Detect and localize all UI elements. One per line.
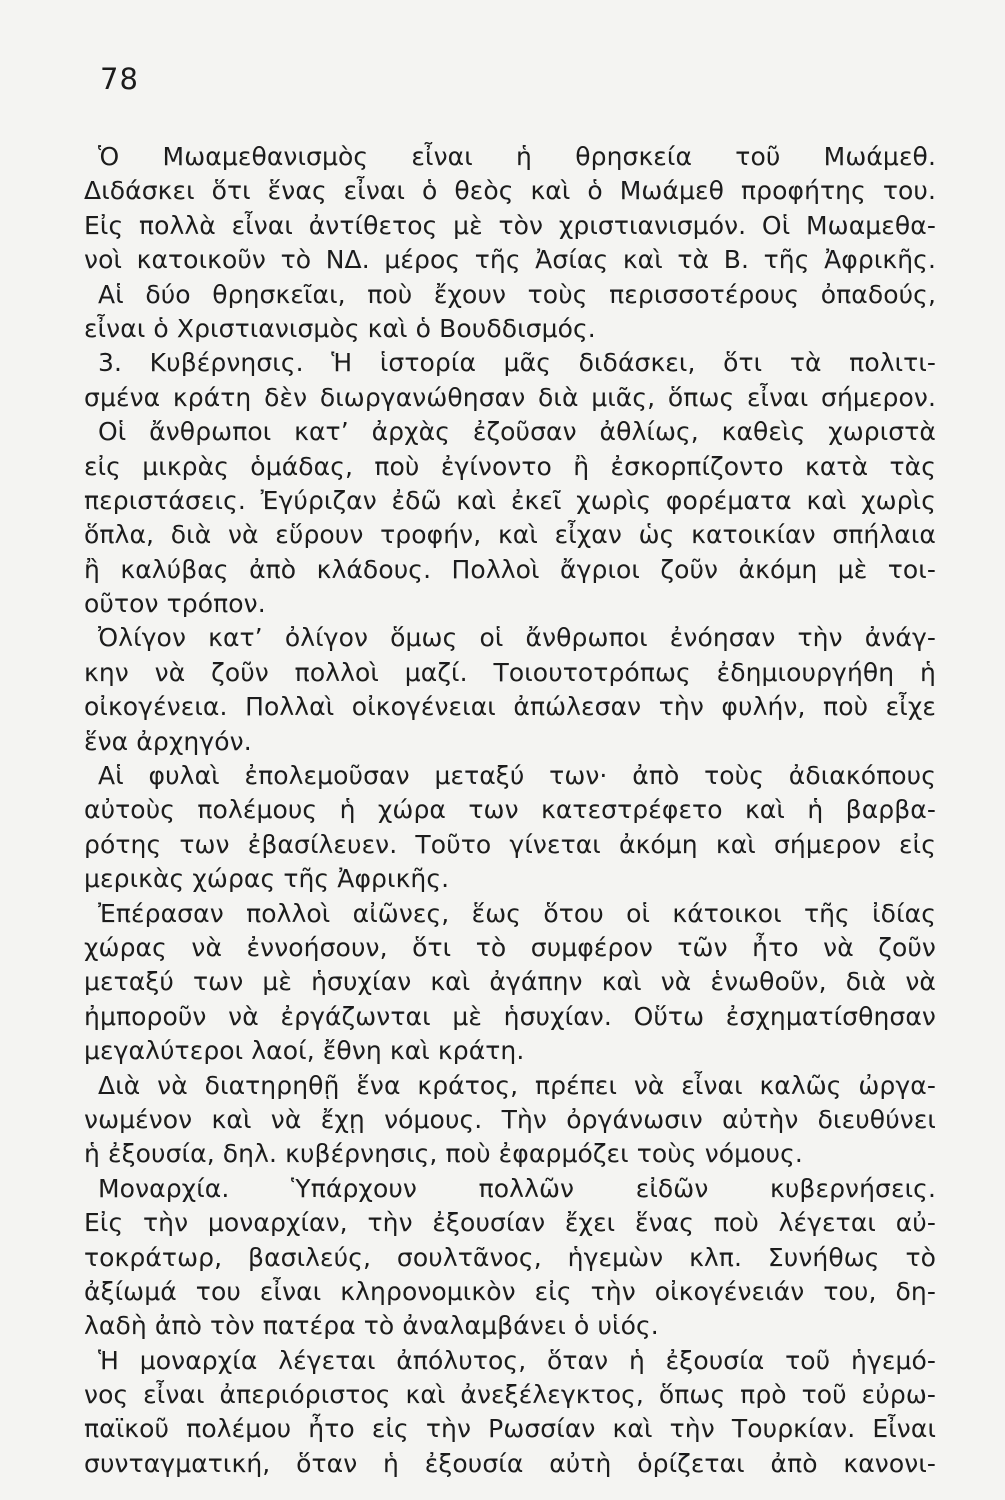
text-line: νωμένον καὶ νὰ ἔχῃ νόμους. Τὴν ὀργάνωσιν αὐτὴν διευθύνει xyxy=(84,1104,936,1134)
text-line: Διδάσκει ὅτι ἕνας εἶναι ὁ θεὸς καὶ ὁ Μωάμεθ προφήτης του. xyxy=(84,176,936,206)
text-line: μεγαλύτεροι λαοί, ἔθνη καὶ κράτη. xyxy=(84,1036,525,1066)
text-line: χώρας νὰ ἐννοήσουν, ὅτι τὸ συμφέρον τῶν ἦτο νὰ ζοῦν xyxy=(84,932,936,962)
text-line: παϊκοῦ πολέμου ἦτο εἰς τὴν Ρωσσίαν καὶ τὴν Τουρκίαν. Εἶναι xyxy=(84,1414,936,1444)
text-line: ὅπλα, διὰ νὰ εὕρουν τροφήν, καὶ εἶχαν ὡς κατοικίαν σπήλαια xyxy=(84,520,936,550)
text-line: Ὁ Μωαμεθανισμὸς εἶναι ἡ θρησκεία τοῦ Μωάμεθ. xyxy=(98,142,936,171)
text-line: ἢ καλύβας ἀπὸ κλάδους. Πολλοὶ ἄγριοι ζοῦν ἀκόμη μὲ τοι- xyxy=(84,554,936,584)
text-line: ἕνα ἀρχηγόν. xyxy=(84,726,252,756)
text-line: σμένα κράτη δὲν διωργανώθησαν διὰ μιᾶς, ὅπως εἶναι σήμερον. xyxy=(84,382,936,412)
text-line: Εἰς τὴν μοναρχίαν, τὴν ἐξουσίαν ἔχει ἕνας ποὺ λέγεται αὐ- xyxy=(84,1208,936,1238)
text-line: λαδὴ ἀπὸ τὸν πατέρα τὸ ἀναλαμβάνει ὁ υἱός. xyxy=(84,1311,659,1341)
text-line: μερικὰς χώρας τῆς Ἀφρικῆς. xyxy=(84,864,450,894)
text-line: εἶναι ὁ Χριστιανισμὸς καὶ ὁ Βουδδισμός. xyxy=(84,313,596,343)
text-line: Ἡ μοναρχία λέγεται ἀπόλυτος, ὅταν ἡ ἐξουσία τοῦ ἡγεμό- xyxy=(98,1345,936,1375)
text-line: συνταγματική, ὅταν ἡ ἐξουσία αὐτὴ ὁρίζεται ἀπὸ κανονι- xyxy=(84,1448,936,1478)
text-line: εἰς μικρὰς ὁμάδας, ποὺ ἐγίνοντο ἢ ἐσκορπίζοντο κατὰ τὰς xyxy=(84,451,936,481)
text-line: Μοναρχία. Ὑπάρχουν πολλῶν εἰδῶν κυβερνήσεις. xyxy=(98,1173,936,1203)
text-line: ἀξίωμά του εἶναι κληρονομικὸν εἰς τὴν οἰκογένειάν του, δη- xyxy=(84,1276,936,1306)
text-line: τοκράτωρ, βασιλεύς, σουλτᾶνος, ἡγεμὼν κλπ. Συνήθως τὸ xyxy=(84,1242,936,1272)
body-text xyxy=(84,140,936,1481)
text-line: Αἱ δύο θρησκεῖαι, ποὺ ἔχουν τοὺς περισσοτέρους ὀπαδούς, xyxy=(98,279,936,309)
text-line: περιστάσεις. Ἐγύριζαν ἐδῶ καὶ ἐκεῖ χωρὶς φορέματα καὶ χωρὶς xyxy=(84,485,936,515)
text-line: Ἐπέρασαν πολλοὶ αἰῶνες, ἕως ὅτου οἱ κάτοικοι τῆς ἰδίας xyxy=(98,898,936,928)
text-line: οἰκογένεια. Πολλαὶ οἰκογένειαι ἀπώλεσαν τὴν φυλήν, ποὺ εἶχε xyxy=(84,692,936,722)
text-line: μεταξύ των μὲ ἡσυχίαν καὶ ἀγάπην καὶ νὰ ἑνωθοῦν, διὰ νὰ xyxy=(84,967,936,997)
text-line: νος εἶναι ἀπεριόριστος καὶ ἀνεξέλεγκτος, ὅπως πρὸ τοῦ εὐρω- xyxy=(84,1380,936,1410)
page-number: 78 xyxy=(100,62,139,96)
text-line: 3. Κυβέρνησις. Ἡ ἱστορία μᾶς διδάσκει, ὅτι τὰ πολιτι- xyxy=(98,348,936,378)
text-line: κην νὰ ζοῦν πολλοὶ μαζί. Τοιουτοτρόπως ἐδημιουργήθη ἡ xyxy=(84,657,936,687)
text-line: ἡ ἐξουσία, δηλ. κυβέρνησις, ποὺ ἐφαρμόζει τοὺς νόμους. xyxy=(84,1139,803,1169)
text-line: Εἰς πολλὰ εἶναι ἀντίθετος μὲ τὸν χριστιανισμόν. Οἱ Μωαμεθα- xyxy=(84,210,936,240)
text-line: αὐτοὺς πολέμους ἡ χώρα των κατεστρέφετο καὶ ἡ βαρβα- xyxy=(84,795,936,825)
text-line: οῦτον τρόπον. xyxy=(84,589,266,619)
text-line: ἠμποροῦν νὰ ἐργάζωνται μὲ ἡσυχίαν. Οὕτω ἐσχηματίσθησαν xyxy=(84,1001,936,1031)
text-line: Ὀλίγον κατ’ ὀλίγον ὅμως οἱ ἄνθρωποι ἐνόησαν τὴν ἀνάγ- xyxy=(98,623,936,653)
text-line: Οἱ ἄνθρωποι κατ’ ἀρχὰς ἐζοῦσαν ἀθλίως, καθεὶς χωριστὰ xyxy=(98,417,936,447)
text-line: νοὶ κατοικοῦν τὸ ΝΔ. μέρος τῆς Ἀσίας καὶ τὰ Β. τῆς Ἀφρικῆς. xyxy=(84,245,936,275)
text-line: ρότης των ἐβασίλευεν. Τοῦτο γίνεται ἀκόμη καὶ σήμερον εἰς xyxy=(84,829,936,859)
text-line: Αἱ φυλαὶ ἐπολεμοῦσαν μεταξύ των· ἀπὸ τοὺς ἀδιακόπους xyxy=(98,761,936,791)
text-line: Διὰ νὰ διατηρηθῇ ἕνα κράτος, πρέπει νὰ εἶναι καλῶς ὠργα- xyxy=(98,1070,936,1100)
